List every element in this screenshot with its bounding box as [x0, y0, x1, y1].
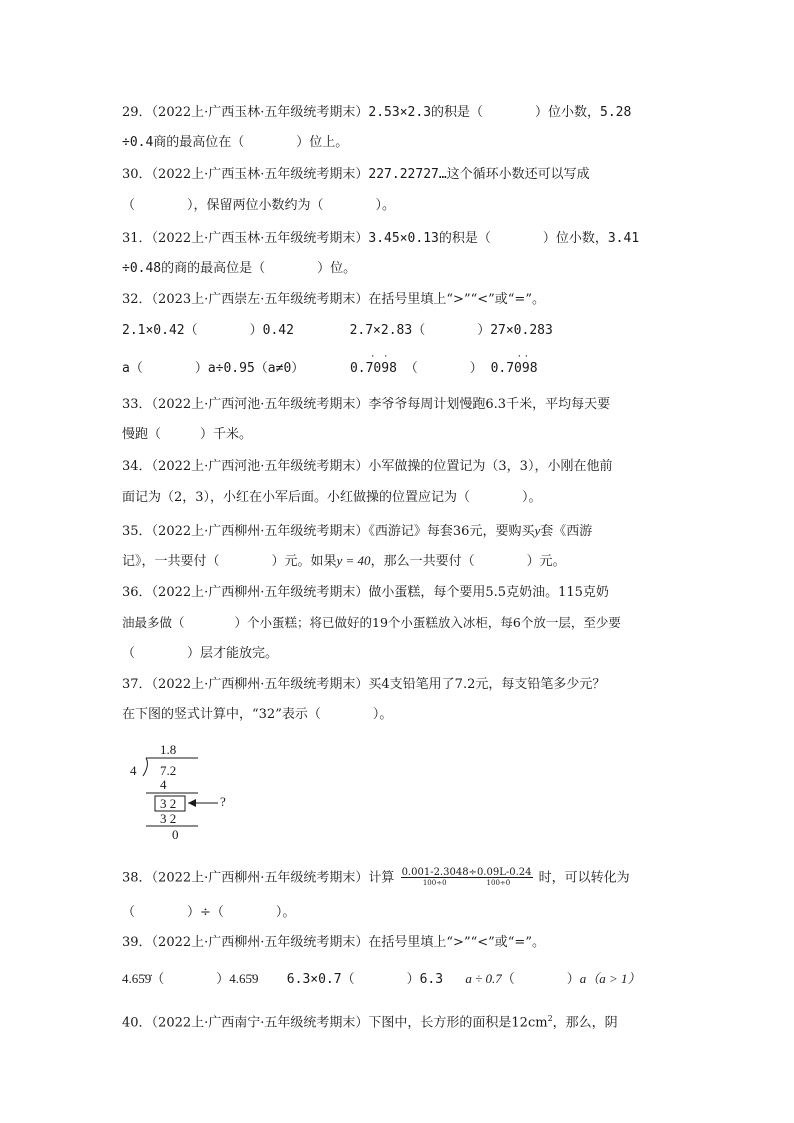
repeat-dot-icon: · — [382, 352, 389, 362]
q29-text-1: 2.53×2.3的积是（ ）位小数，5.28 — [368, 105, 632, 120]
q29-source: （2022上·广西玉林·五年级统考期末） — [151, 105, 369, 120]
division-bracket — [143, 758, 147, 776]
q33-source: （2022上·广西河池·五年级统考期末） — [151, 397, 369, 412]
q32-repeating-decimal-a — [349, 352, 397, 378]
q31-source: （2022上·广西玉林·五年级统考期末） — [151, 231, 369, 246]
q29-line-1 — [122, 104, 631, 122]
q35-var-y: y — [534, 523, 541, 538]
q31-text-2: ÷0.48的商的最高位是（ ）位。 — [122, 261, 357, 276]
q37-text-1: 买4支铅笔用了7.2元，每支铅笔多少元？ — [368, 677, 606, 692]
q39-line-2 — [122, 970, 641, 989]
q33-line-2 — [122, 426, 252, 444]
q31-text-1: 3.45×0.13的积是（ ）位小数，3.41 — [368, 231, 640, 246]
q35-number: 35． — [122, 524, 152, 539]
q38-text-b: 时，可以转化为 — [538, 870, 630, 886]
q33-text-2: 慢跑（ ）千米。 — [122, 427, 253, 442]
division-quotient: 1.8 — [160, 742, 177, 757]
division-step-2: 3 2 — [160, 811, 177, 826]
q37-number: 37． — [122, 677, 152, 692]
q36-source: （2022上·广西柳州·五年级统考期末） — [151, 585, 369, 600]
q36-line-3 — [122, 645, 278, 663]
q36-text-3: （ ）层才能放完。 — [122, 646, 279, 661]
q36-text-2: 油最多做（ ）个小蛋糕；将已做好的19个小蛋糕放入冰柜，每6个放一层，至少要 — [122, 615, 621, 630]
q30-line-2 — [122, 197, 395, 215]
q38-den-b: 100÷0 — [486, 879, 511, 887]
q32-compare-row-1 — [122, 322, 553, 340]
q40-source: （2022上·广西南宁·五年级统考期末） — [151, 1015, 369, 1031]
q34-number: 34． — [122, 459, 152, 474]
q35-line-2 — [122, 552, 566, 571]
q39-c2: 6.3×0.7（ ）6.3 — [286, 972, 444, 987]
q31-number: 31． — [122, 231, 152, 246]
q32-compare-row-2 — [122, 352, 538, 378]
q38-text-a: 计算 — [368, 870, 395, 886]
q32-repeating-decimal-b — [490, 352, 538, 378]
q32-rep-a-base: 0.70 — [349, 361, 382, 376]
repeat-dot-icon: · — [369, 352, 376, 362]
q40-text-1b: ，那么，阴 — [552, 1015, 618, 1031]
division-boxed-value: 3 2 — [160, 796, 177, 811]
q34-text-2: 面记为（2，3），小红在小军后面。小红做操的位置应记为（ ）。 — [122, 490, 542, 505]
q39-number: 39． — [122, 935, 152, 950]
q39-c1-blank: （ ） — [151, 972, 230, 987]
q30-text-1: 227.22727…这个循环小数还可以写成 — [368, 167, 590, 182]
q33-number: 33． — [122, 397, 152, 412]
q35-text-2b: ，那么一共要付（ ）元。 — [370, 554, 566, 569]
q39-source: （2022上·广西柳州·五年级统考期末） — [151, 935, 369, 950]
division-remainder: 0 — [172, 827, 179, 842]
repeat-dot-icon: · — [523, 352, 529, 362]
q39-text-1: 在括号里填上“>”“<”或“=”。 — [368, 935, 545, 950]
q38-line-1 — [122, 868, 630, 888]
q40-text-1a: 下图中，长方形的面积是12cm — [368, 1015, 548, 1031]
long-division-figure — [126, 740, 246, 850]
q38-den-a: 100÷0 — [422, 879, 447, 887]
q35-text-1b: 套《西游 — [540, 524, 593, 539]
q39-c3-right: a（a > 1） — [579, 971, 641, 986]
q37-line-1 — [122, 676, 605, 694]
q38-text-2: （ ）÷（ ）。 — [122, 905, 296, 920]
q35-text-1a: 《西游记》每套36元，要购买 — [368, 524, 535, 539]
q31-line-1 — [122, 230, 639, 248]
q37-line-2 — [122, 706, 392, 724]
q32-compare-2: 2.7×2.83（ ）27×0.283 — [349, 323, 553, 338]
division-divisor: 4 — [130, 763, 137, 778]
q40-line-1 — [122, 1010, 618, 1032]
division-dividend: 7.2 — [160, 763, 177, 778]
q35-source: （2022上·广西柳州·五年级统考期末） — [151, 524, 369, 539]
q38-expression — [401, 868, 533, 888]
q30-line-1 — [122, 166, 590, 184]
q38-expression-denominators — [401, 878, 533, 888]
q38-source: （2022上·广西柳州·五年级统考期末） — [151, 870, 369, 886]
q33-line-1 — [122, 396, 610, 414]
arrow-left-icon — [188, 799, 196, 807]
q32-rep-b-tail: 8 — [529, 361, 538, 376]
q29-line-2 — [122, 134, 348, 152]
q32-line-1 — [122, 291, 545, 309]
q39-c1-right: 4.65̇9 — [229, 971, 259, 986]
q34-line-2 — [122, 489, 542, 507]
q40-number: 40． — [122, 1015, 152, 1031]
q35-text-2a: 记》，一共要付（ ）元。如果 — [122, 554, 337, 569]
q33-text-1: 李爷爷每周计划慢跑6.3千米，平均每天要 — [368, 397, 611, 412]
q38-expression-numerator: 0.001-2.3048÷0.09L-0.24 — [401, 867, 532, 878]
q29-number: 29． — [122, 105, 152, 120]
q38-number: 38． — [122, 870, 152, 886]
q32-rep-b-digit: 9 — [521, 361, 530, 376]
q31-line-2 — [122, 260, 356, 278]
division-question-mark: ? — [220, 794, 226, 809]
q39-c1-left: 4.65̇9̇ — [122, 971, 152, 986]
division-step-1: 4 — [160, 777, 167, 792]
q36-text-1: 做小蛋糕，每个要用5.5克奶油。115克奶 — [368, 585, 609, 600]
q39-c3-left: a ÷ 0.7 — [465, 971, 502, 986]
q37-source: （2022上·广西柳州·五年级统考期末） — [151, 677, 369, 692]
q38-line-2 — [122, 904, 295, 922]
q32-number: 32． — [122, 292, 152, 307]
q37-text-2: 在下图的竖式计算中，“32”表示（ ）。 — [122, 707, 393, 722]
q32-source: （2023上·广西崇左·五年级统考期末） — [151, 292, 369, 307]
q35-line-1 — [122, 522, 592, 541]
q29-text-2: ÷0.4商的最高位在（ ）位上。 — [122, 135, 349, 150]
q34-text-1: 小军做操的位置记为（3，3），小刚在他前 — [368, 459, 613, 474]
division-lines — [126, 740, 246, 850]
q36-number: 36． — [122, 585, 152, 600]
q32-rep-a-digit: 9 — [381, 361, 390, 376]
q40-superscript: 2 — [547, 1014, 553, 1023]
q30-number: 30． — [122, 167, 152, 182]
q36-line-2 — [122, 614, 621, 632]
q34-line-1 — [122, 458, 612, 476]
q39-line-1 — [122, 934, 545, 952]
q32-compare-3: a（ ）a÷0.95（a≠0） — [122, 361, 305, 376]
q35-equation: y = 40 — [336, 553, 371, 568]
q32-text-1: 在括号里填上“>”“<”或“=”。 — [368, 292, 545, 307]
q39-c3-blank: （ ） — [501, 972, 580, 987]
q32-rep-b-base: 0.70 — [490, 361, 522, 376]
q32-rep-a-tail: 8 — [389, 361, 397, 376]
q34-source: （2022上·广西河池·五年级统考期末） — [151, 459, 369, 474]
q32-compare-1: 2.1×0.42（ ）0.42 — [122, 323, 294, 338]
repeat-dot-icon: · — [516, 352, 522, 362]
q30-source: （2022上·广西玉林·五年级统考期末） — [151, 167, 369, 182]
q30-text-2: （ ），保留两位小数约为（ ）。 — [122, 198, 396, 213]
q32-compare-4-blank: （ ） — [404, 361, 483, 376]
q36-line-1 — [122, 584, 609, 602]
